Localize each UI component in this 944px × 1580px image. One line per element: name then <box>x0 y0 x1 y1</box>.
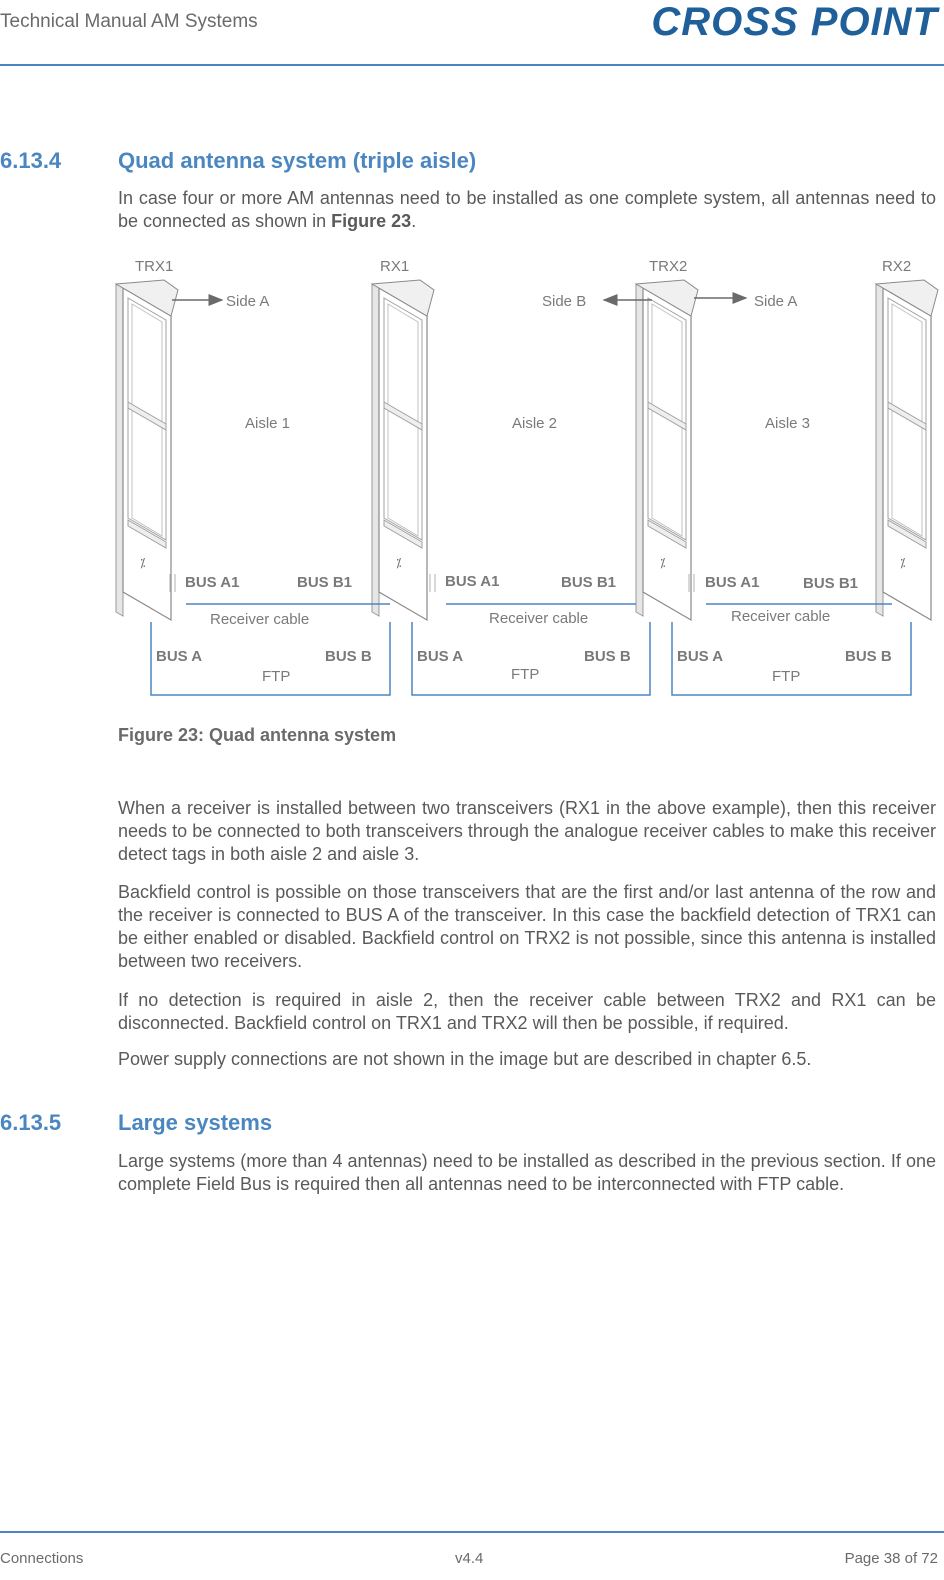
label-aisle-1: Aisle 1 <box>245 415 291 432</box>
section-title-2: Large systems <box>118 1110 273 1135</box>
footer-page-number: Page 38 of 72 <box>844 1550 938 1567</box>
label-receiver-cable-3: Receiver cable <box>731 608 831 625</box>
section-title: Quad antenna system (triple aisle) <box>118 148 477 173</box>
label-bus-a1-1: BUS A1 <box>185 574 240 591</box>
label-bus-a1-3: BUS A1 <box>705 574 760 591</box>
section-number-2: 6.13.5 <box>0 1110 62 1135</box>
label-ftp-bus-a-1: BUS A <box>156 648 203 665</box>
header-title: Technical Manual AM Systems <box>0 11 258 32</box>
label-ftp-2: FTP <box>511 666 540 683</box>
label-aisle-2: Aisle 2 <box>512 415 558 432</box>
label-bus-b1-3: BUS B1 <box>803 575 859 592</box>
label-ftp-bus-b-2: BUS B <box>584 648 631 665</box>
brand-logo: CROSS POINT <box>651 0 938 44</box>
label-rx1: RX1 <box>380 258 410 275</box>
paragraph-power-supply: Power supply connections are not shown in the image but are described in chapter 6.5. <box>118 1049 812 1069</box>
paragraph-large-systems: Large systems (more than 4 antennas) need to be installed as described in the previous section. If one complete Field Bus is required then all antennas need to be interconnected with FTP cable. <box>118 1151 936 1194</box>
label-ftp-3: FTP <box>772 668 801 685</box>
footer-divider <box>0 1531 944 1533</box>
paragraph-receiver-between: When a receiver is installed between two transceivers (RX1 in the above example), then this receiver needs to be connected to both transceivers through the analogue receiver cables to make this receiver detect tags in both aisle 2 and aisle 3. <box>118 798 936 864</box>
paragraph-backfield-control: Backfield control is possible on those transceivers that are the first and/or last antenna of the row and the receiver is connected to BUS A of the transceiver. In this case the backfield detection of TRX1 can be either enabled or disabled. Backfield control on TRX2 is not possible, since this antenna is installed between two receivers. <box>118 882 936 971</box>
label-side-a-trx1: Side A <box>226 293 270 310</box>
label-side-b-trx2: Side B <box>542 293 587 310</box>
label-ftp-bus-b-1: BUS B <box>325 648 372 665</box>
label-trx1: TRX1 <box>135 258 174 275</box>
antenna-rx1 <box>372 280 434 620</box>
label-bus-a1-2: BUS A1 <box>445 573 500 590</box>
antenna-rx2 <box>876 280 938 620</box>
antenna-trx1 <box>116 280 178 620</box>
figure-reference: Figure 23 <box>331 211 412 231</box>
footer-section: Connections <box>0 1550 84 1567</box>
figure-caption: Figure 23: Quad antenna system <box>118 725 397 745</box>
quad-antenna-diagram: ⁒ TRX1 RX1 TRX2 RX2 Side A Side B Side A Aisle 1 Aisle 2 Aisle 3 BUS A1 BUS B1 BUS A1 BUS B1 BUS A1 BUS B1 Receiver cable Receiver cable Receiver cable BUS A BUS B FTP BUS A BUS B FTP BUS A BUS B FTP <box>0 240 944 710</box>
label-bus-b1-1: BUS B1 <box>297 574 353 591</box>
paragraph-no-detection: If no detection is required in aisle 2, then the receiver cable between TRX2 and RX1 can be disconnected. Backfield control on TRX1 and TRX2 will then be possible, if required. <box>118 990 936 1033</box>
label-bus-b1-2: BUS B1 <box>561 574 617 591</box>
label-ftp-bus-a-3: BUS A <box>677 648 724 665</box>
label-rx2: RX2 <box>882 258 912 275</box>
intro-paragraph: In case four or more AM antennas need to be installed as one complete system, all antennas need to be connected as shown in Figure 23. <box>118 188 936 231</box>
label-aisle-3: Aisle 3 <box>765 415 811 432</box>
antenna-trx2 <box>636 280 698 620</box>
label-receiver-cable-1: Receiver cable <box>210 611 310 628</box>
label-ftp-1: FTP <box>262 668 291 685</box>
section-number: 6.13.4 <box>0 148 62 173</box>
label-trx2: TRX2 <box>649 258 688 275</box>
label-ftp-bus-b-3: BUS B <box>845 648 892 665</box>
label-side-a-trx2: Side A <box>754 293 798 310</box>
header-divider <box>0 64 944 66</box>
label-receiver-cable-2: Receiver cable <box>489 610 589 627</box>
footer-version: v4.4 <box>455 1550 484 1567</box>
label-ftp-bus-a-2: BUS A <box>417 648 464 665</box>
